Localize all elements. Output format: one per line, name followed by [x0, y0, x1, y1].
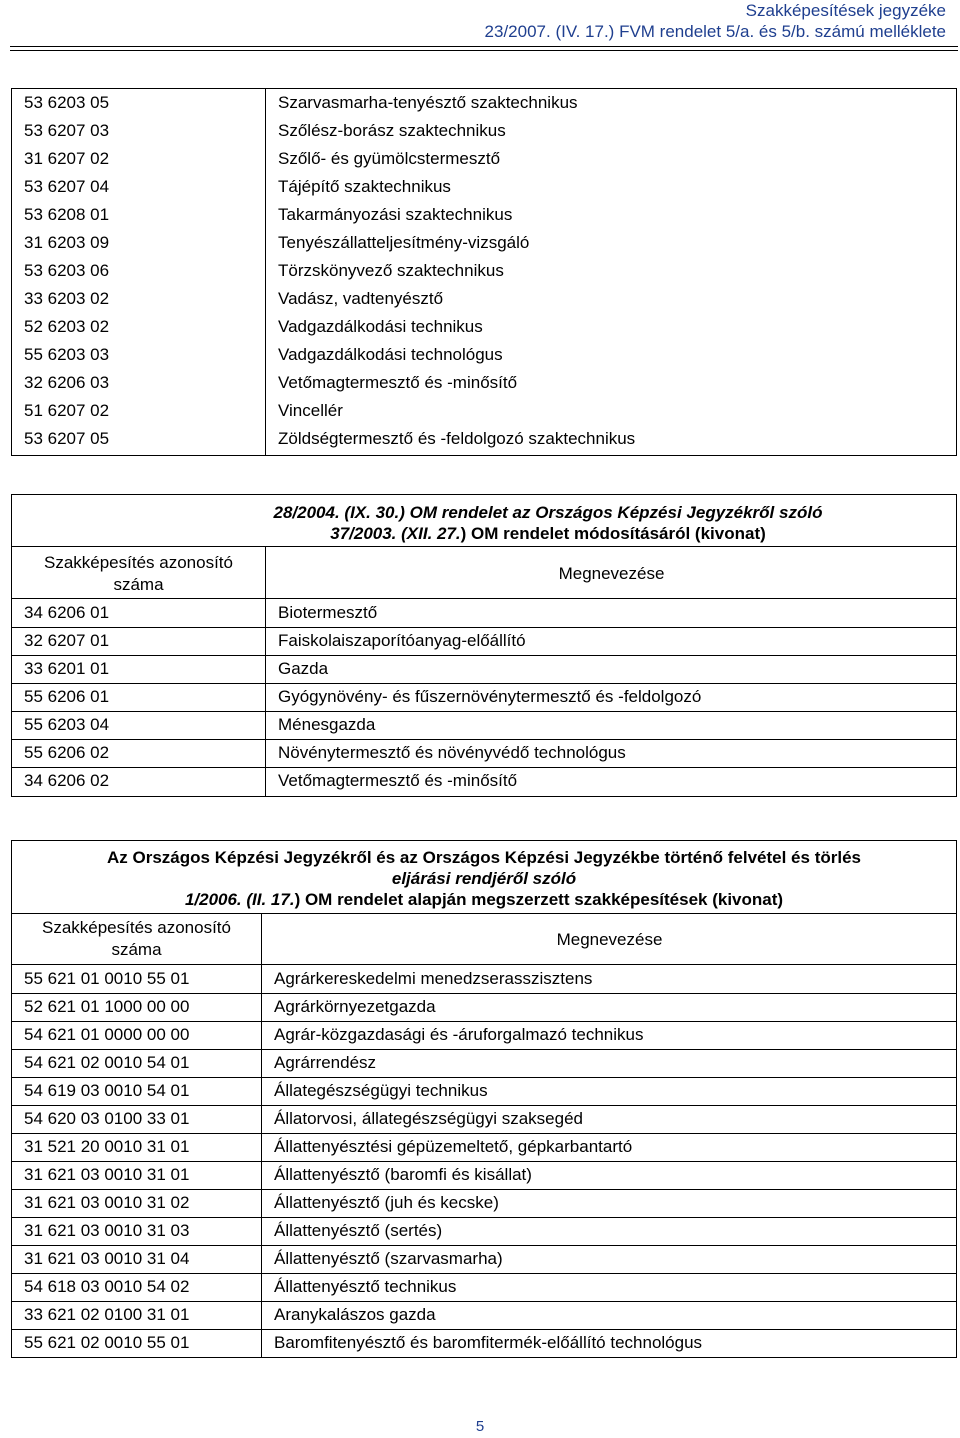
- table-3-col2-header: Megnevezése: [556, 930, 663, 949]
- row-code: 54 620 03 0100 33 01: [24, 1109, 190, 1128]
- row-name: Aranykalászos gazda: [274, 1305, 436, 1324]
- row-name: Faiskolaiszaporítóanyag-előállító: [278, 631, 526, 650]
- row-name: Állattenyésztő (juh és kecske): [274, 1193, 499, 1212]
- table-row: [12, 1161, 956, 1189]
- row-name: Zöldségtermesztő és -feldolgozó szaktechnikus: [278, 429, 636, 448]
- table-3-title-rule: [12, 913, 956, 914]
- row-name: Vetőmagtermesztő és -minősítő: [278, 771, 518, 790]
- row-code: 32 6207 01: [24, 631, 110, 650]
- row-name: Gyógynövény- és fűszernövénytermesztő és -feldolgozó: [278, 687, 702, 706]
- table-row: [12, 1245, 956, 1273]
- row-code: 52 621 01 1000 00 00: [24, 997, 190, 1016]
- row-name: Szőlész-borász szaktechnikus: [278, 121, 506, 140]
- table-row: [12, 1273, 956, 1301]
- row-name: Tájépítő szaktechnikus: [278, 177, 451, 196]
- row-name: Agrárkereskedelmi menedzserasszisztens: [274, 969, 593, 988]
- row-name: Vincellér: [278, 401, 343, 420]
- table-3-title-line3b: ) OM rendelet alapján megszerzett szakképesítések (kivonat): [294, 890, 784, 909]
- table-3: [11, 840, 957, 1358]
- row-code: 31 621 03 0010 31 02: [24, 1193, 190, 1212]
- row-code: 33 6201 01: [24, 659, 110, 678]
- table-2-col1-header-line1: Szakképesítés azonosító: [43, 553, 233, 572]
- page-number: 5: [475, 1418, 485, 1435]
- table-3-title-line3a: 1/2006. (II. 17.: [184, 890, 295, 909]
- table-row: [12, 285, 956, 313]
- row-code: 34 6206 02: [24, 771, 110, 790]
- table-row: [12, 627, 956, 655]
- row-name: Növénytermesztő és növényvédő technológus: [278, 743, 626, 762]
- table-row: [12, 683, 956, 711]
- row-name: Állattenyésztő technikus: [274, 1277, 457, 1296]
- row-name: Takarmányozási szaktechnikus: [278, 205, 513, 224]
- table-row: [12, 369, 956, 397]
- row-name: Tenyészállatteljesítmény-vizsgáló: [278, 233, 530, 252]
- row-code: 53 6207 05: [24, 429, 110, 448]
- row-name: Vadgazdálkodási technikus: [278, 317, 483, 336]
- table-row: [12, 117, 956, 145]
- row-code: 31 521 20 0010 31 01: [24, 1137, 190, 1156]
- table-row: [12, 1105, 956, 1133]
- table-row: [12, 1133, 956, 1161]
- row-name: Ménesgazda: [278, 715, 376, 734]
- row-code: 31 6207 02: [24, 149, 110, 168]
- row-name: Törzskönyvező szaktechnikus: [278, 261, 504, 280]
- row-name: Gazda: [278, 659, 329, 678]
- table-row: [12, 767, 956, 795]
- row-code: 55 6203 04: [24, 715, 110, 734]
- row-code: 54 621 02 0010 54 01: [24, 1053, 190, 1072]
- row-name: Vetőmagtermesztő és -minősítő: [278, 373, 518, 392]
- row-code: 31 621 03 0010 31 04: [24, 1249, 190, 1268]
- table-row: [12, 201, 956, 229]
- row-code: 53 6203 05: [24, 93, 110, 112]
- table-row: [12, 89, 956, 117]
- table-2-title: [138, 502, 958, 544]
- row-code: 53 6207 03: [24, 121, 110, 140]
- row-code: 32 6206 03: [24, 373, 110, 392]
- row-name: Szőlő- és gyümölcstermesztő: [278, 149, 501, 168]
- row-name: Állatorvosi, állategészségügyi szaksegéd: [274, 1109, 584, 1128]
- table-row: [12, 229, 956, 257]
- table-row: [12, 1329, 956, 1357]
- header-title: Szakképesítések jegyzéke: [745, 1, 946, 20]
- table-2-title-line2a: 37/2003. (XII. 27.: [330, 524, 461, 543]
- row-code: 55 6203 03: [24, 345, 110, 364]
- row-name: Agrárkörnyezetgazda: [274, 997, 436, 1016]
- row-code: 34 6206 01: [24, 603, 110, 622]
- table-3-col1-header: [12, 917, 261, 961]
- table-2-col2-header: Megnevezése: [558, 564, 665, 583]
- table-row: [12, 173, 956, 201]
- table-row: [12, 993, 956, 1021]
- table-2: [11, 494, 957, 797]
- row-name: Vadgazdálkodási technológus: [278, 345, 503, 364]
- header-rule-top: [10, 46, 958, 47]
- row-code: 52 6203 02: [24, 317, 110, 336]
- table-row: [12, 1189, 956, 1217]
- table-3-col1-header-line1: Szakképesítés azonosító: [41, 918, 231, 937]
- table-row: [12, 313, 956, 341]
- row-name: Agrár-közgazdasági és -áruforgalmazó technikus: [274, 1025, 644, 1044]
- table-row: [12, 1049, 956, 1077]
- table-row: [12, 1077, 956, 1105]
- table-2-title-rule: [12, 546, 956, 547]
- table-2-col1-header: [12, 552, 265, 596]
- row-name: Állattenyésztő (szarvasmarha): [274, 1249, 503, 1268]
- row-name: Állategészségügyi technikus: [274, 1081, 488, 1100]
- table-row: [12, 145, 956, 173]
- row-code: 33 6203 02: [24, 289, 110, 308]
- table-2-col1-header-line2: száma: [113, 575, 164, 594]
- table-row: [12, 655, 956, 683]
- table-2-title-line2b: ) OM rendelet módosításáról (kivonat): [460, 524, 766, 543]
- table-row: [12, 1217, 956, 1245]
- table-row: [12, 739, 956, 767]
- table-3-title-line2: eljárási rendjéről szóló: [391, 869, 577, 888]
- row-code: 54 619 03 0010 54 01: [24, 1081, 190, 1100]
- row-code: 55 621 01 0010 55 01: [24, 969, 190, 988]
- header-subtitle: 23/2007. (IV. 17.) FVM rendelet 5/a. és 5/b. számú melléklete: [484, 22, 946, 41]
- table-row: [12, 1021, 956, 1049]
- header-rule-bottom: [10, 50, 958, 51]
- table-1: [11, 88, 957, 456]
- row-code: 54 621 01 0000 00 00: [24, 1025, 190, 1044]
- table-row: [12, 425, 956, 453]
- table-2-title-line1: 28/2004. (IX. 30.) OM rendelet az Országos Képzési Jegyzékről szóló: [273, 503, 823, 522]
- row-name: Állattenyésztő (sertés): [274, 1221, 443, 1240]
- table-row: [12, 965, 956, 993]
- table-3-title-line1: Az Országos Képzési Jegyzékről és az Országos Képzési Jegyzékbe történő felvétel és törlés: [107, 848, 861, 867]
- row-name: Agrárrendész: [274, 1053, 377, 1072]
- page-header: [485, 0, 946, 42]
- table-row: [12, 341, 956, 369]
- row-code: 33 621 02 0100 31 01: [24, 1305, 190, 1324]
- table-3-title: [12, 847, 956, 910]
- row-name: Szarvasmarha-tenyésztő szaktechnikus: [278, 93, 578, 112]
- table-row: [12, 711, 956, 739]
- row-code: 31 621 03 0010 31 01: [24, 1165, 190, 1184]
- row-code: 54 618 03 0010 54 02: [24, 1277, 190, 1296]
- row-code: 31 6203 09: [24, 233, 110, 252]
- table-3-col1-header-line2: száma: [111, 940, 162, 959]
- row-name: Biotermesztő: [278, 603, 378, 622]
- row-code: 55 6206 02: [24, 743, 110, 762]
- table-row: [12, 397, 956, 425]
- row-code: 55 6206 01: [24, 687, 110, 706]
- row-code: 53 6207 04: [24, 177, 110, 196]
- row-code: 55 621 02 0010 55 01: [24, 1333, 190, 1352]
- table-row: [12, 257, 956, 285]
- row-code: 53 6203 06: [24, 261, 110, 280]
- row-name: Baromfitenyésztő és baromfitermék-előállító technológus: [274, 1333, 703, 1352]
- row-name: Állattenyésztő (baromfi és kisállat): [274, 1165, 532, 1184]
- row-code: 51 6207 02: [24, 401, 110, 420]
- row-code: 31 621 03 0010 31 03: [24, 1221, 190, 1240]
- table-row: [12, 599, 956, 627]
- table-row: [12, 1301, 956, 1329]
- row-name: Állattenyésztési gépüzemeltető, gépkarbantartó: [274, 1137, 633, 1156]
- row-name: Vadász, vadtenyésztő: [278, 289, 444, 308]
- row-code: 53 6208 01: [24, 205, 110, 224]
